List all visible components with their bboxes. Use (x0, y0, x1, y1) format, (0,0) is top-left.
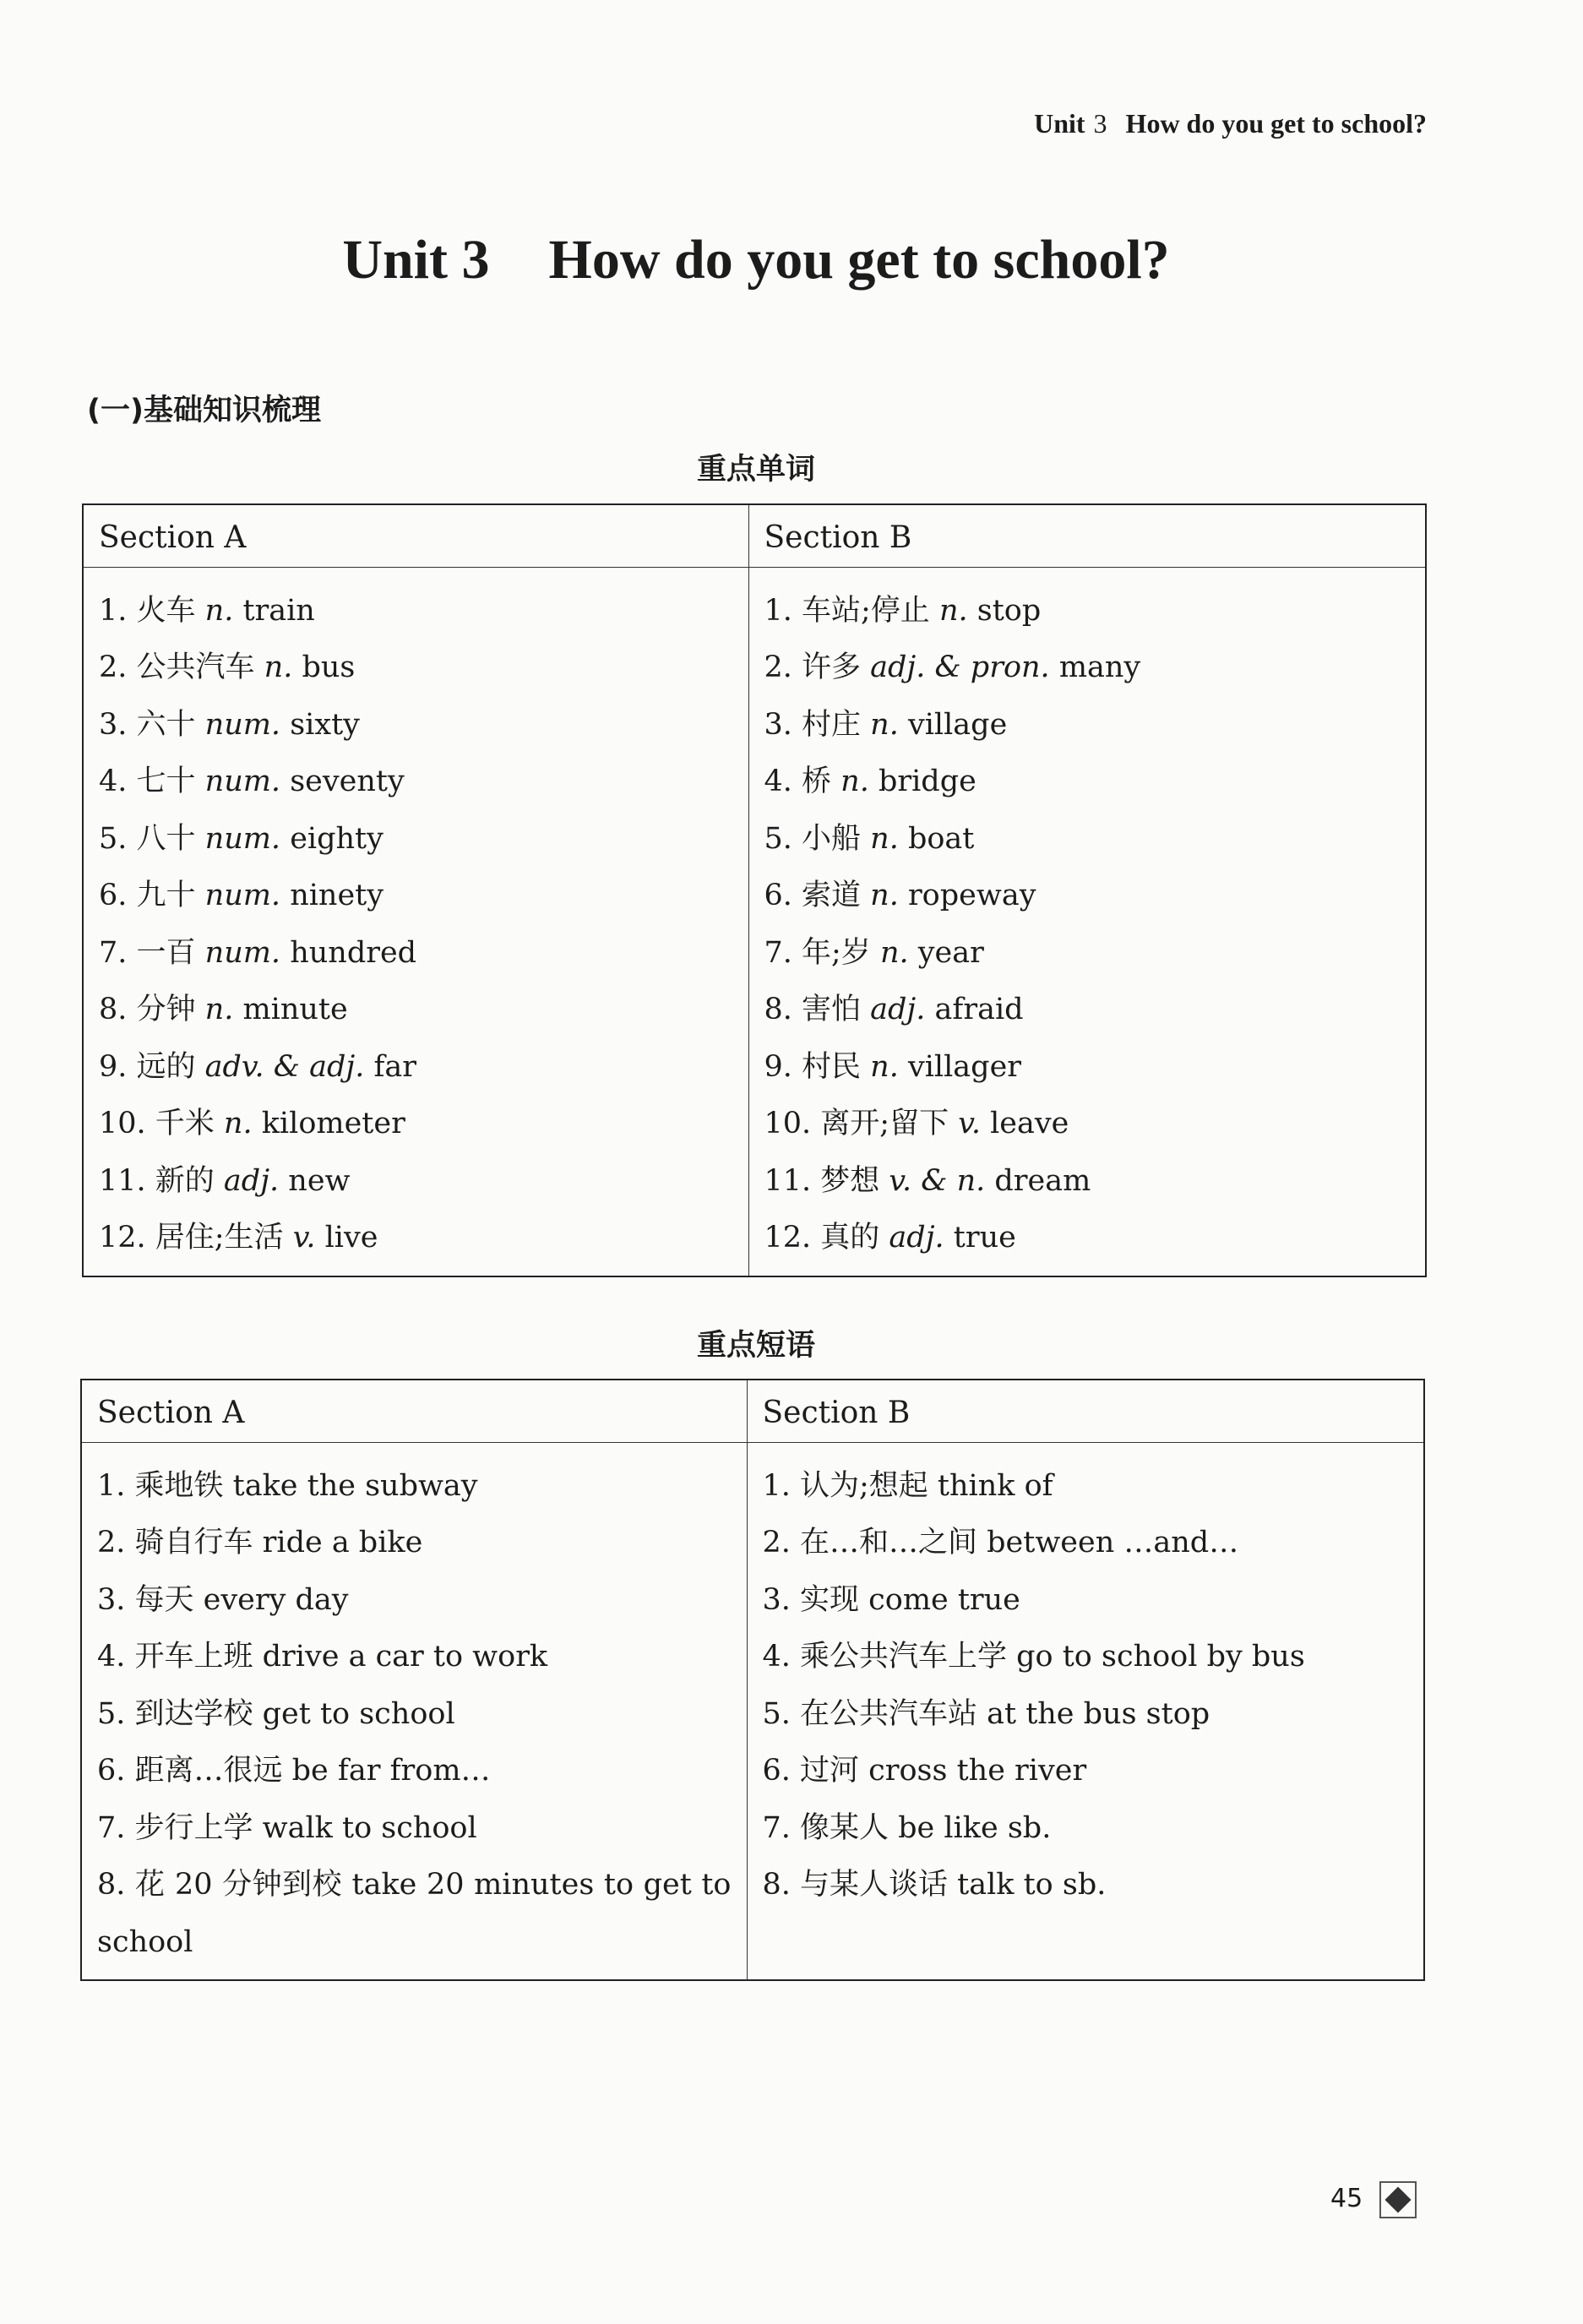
word-entry (764, 982, 1411, 1039)
word-en: eighty (280, 821, 384, 856)
word-en: bridge (868, 765, 976, 798)
words-table-title: 重点单词 (696, 453, 815, 487)
word-entry (764, 640, 1411, 697)
word-en: ropeway (898, 879, 1036, 912)
word-pos: v. (292, 1221, 316, 1255)
word-pos: num. (204, 935, 281, 970)
word-pos: num. (204, 765, 281, 798)
word-pos: n. (879, 935, 909, 970)
word-en: year (908, 935, 984, 970)
word-cn: 8. 分钟 (99, 993, 205, 1026)
word-entry (99, 925, 733, 982)
word-pos: n. (840, 765, 869, 798)
word-entry (764, 697, 1411, 754)
phrases-section-a-list (82, 1443, 747, 1980)
running-head-unit-number: 3 (1093, 108, 1107, 139)
phrase-entry: 3. 实现 come true (762, 1582, 1020, 1617)
page-number: 45 (1330, 2184, 1363, 2213)
word-cn: 2. 许多 (764, 650, 871, 684)
word-en: train (233, 593, 315, 628)
word-cn: 1. 车站;停止 (764, 593, 939, 628)
word-pos: v. (958, 1107, 981, 1140)
key-words-table (82, 503, 1427, 1277)
word-en: leave (980, 1107, 1069, 1140)
phrase-entry: 5. 在公共汽车站 at the bus stop (762, 1696, 1210, 1731)
word-en: new (279, 1163, 351, 1198)
word-pos: adj. (223, 1163, 280, 1198)
word-entry (99, 697, 733, 754)
word-cn: 5. 小船 (764, 821, 871, 856)
word-en: live (315, 1221, 378, 1255)
word-entry (764, 868, 1411, 925)
word-cn: 6. 九十 (99, 879, 205, 912)
phrase-entry: 6. 过河 cross the river (762, 1754, 1087, 1788)
words-section-b-header: Section B (748, 504, 1426, 567)
word-cn: 5. 八十 (99, 821, 205, 856)
word-en: hundred (280, 935, 417, 970)
diamond-icon (1379, 2181, 1417, 2218)
word-entry (99, 1210, 733, 1267)
section-heading: (一)基础知识梳理 (87, 394, 321, 427)
word-cn: 11. 梦想 (764, 1163, 889, 1198)
word-pos: n. (870, 1049, 899, 1084)
word-pos: adj. (889, 1221, 944, 1255)
word-entry (99, 583, 733, 640)
word-cn: 12. 居住;生活 (99, 1221, 293, 1255)
word-en: sixty (280, 707, 360, 742)
word-en: bus (292, 650, 356, 684)
phrase-entry: 4. 开车上班 drive a car to work (97, 1640, 548, 1674)
word-pos: adv. & adj. (204, 1049, 365, 1084)
word-cn: 12. 真的 (764, 1221, 889, 1255)
word-pos: num. (204, 821, 281, 856)
running-head-unit: Unit (1034, 108, 1085, 139)
word-pos: n. (870, 821, 899, 856)
word-cn: 9. 村民 (764, 1049, 871, 1084)
word-en: true (944, 1221, 1016, 1255)
unit-title-prefix: Unit 3 (342, 229, 490, 291)
word-cn: 2. 公共汽车 (99, 650, 264, 684)
word-en: ninety (280, 879, 384, 912)
phrase-entry: 5. 到达学校 get to school (97, 1696, 455, 1731)
word-pos: adj. (870, 993, 926, 1026)
key-phrases-table (80, 1379, 1425, 1981)
word-entry (764, 1096, 1411, 1153)
phrases-table-title: 重点短语 (696, 1329, 815, 1363)
word-cn: 9. 远的 (99, 1049, 205, 1084)
word-pos: n. (938, 593, 968, 628)
word-pos: n. (204, 993, 234, 1026)
word-cn: 1. 火车 (99, 593, 205, 628)
word-pos: n. (204, 593, 234, 628)
word-entry (764, 925, 1411, 982)
word-pos: adj. & pron. (870, 650, 1050, 684)
word-pos: num. (204, 879, 281, 912)
running-head-title: How do you get to school? (1125, 108, 1427, 139)
word-entry (99, 868, 733, 925)
word-pos: n. (870, 707, 899, 742)
word-entry (99, 1096, 733, 1153)
word-entry (764, 1039, 1411, 1097)
word-cn: 7. 一百 (99, 935, 205, 970)
phrase-entry: 7. 步行上学 walk to school (97, 1810, 477, 1845)
words-section-a-header: Section A (83, 504, 748, 567)
word-pos: v. & n. (889, 1163, 986, 1198)
word-cn: 11. 新的 (99, 1163, 224, 1198)
word-pos: n. (264, 650, 293, 684)
word-pos: num. (204, 707, 281, 742)
word-en: village (898, 707, 1008, 742)
phrase-entry: 3. 每天 every day (97, 1582, 349, 1617)
word-en: seventy (280, 765, 405, 798)
phrase-entry: 7. 像某人 be like sb. (762, 1810, 1052, 1845)
words-section-b-list (749, 568, 1426, 1276)
running-head (1034, 108, 1427, 139)
word-en: stop (967, 593, 1042, 628)
word-en: dream (985, 1163, 1091, 1198)
word-cn: 8. 害怕 (764, 993, 871, 1026)
word-pos: n. (870, 879, 899, 912)
word-entry (99, 754, 733, 811)
word-cn: 6. 索道 (764, 879, 871, 912)
word-entry (99, 811, 733, 868)
word-entry (764, 583, 1411, 640)
word-en: afraid (925, 993, 1024, 1026)
word-en: kilometer (252, 1107, 405, 1140)
word-entry (764, 1210, 1411, 1267)
phrases-section-b-header: Section B (747, 1380, 1424, 1442)
word-entry (99, 640, 733, 697)
word-en: minute (233, 993, 348, 1026)
word-cn: 4. 七十 (99, 765, 205, 798)
phrase-entry: 4. 乘公共汽车上学 go to school by bus (762, 1640, 1305, 1674)
word-en: far (364, 1049, 417, 1084)
word-entry (764, 811, 1411, 868)
phrase-entry: 2. 骑自行车 ride a bike (97, 1526, 423, 1559)
word-en: villager (898, 1049, 1022, 1084)
words-section-a-list (84, 568, 748, 1276)
word-entry (99, 1153, 733, 1211)
word-cn: 3. 六十 (99, 707, 205, 742)
word-entry (764, 754, 1411, 811)
word-entry (99, 1039, 733, 1097)
phrase-entry: 8. 花 20 分钟到校 take 20 minutes to get to school (97, 1868, 732, 1959)
unit-title (0, 228, 1512, 292)
word-entry (764, 1153, 1411, 1211)
word-cn: 10. 千米 (99, 1107, 224, 1140)
word-entry (99, 982, 733, 1039)
word-en: boat (898, 821, 975, 856)
word-cn: 7. 年;岁 (764, 935, 880, 970)
phrase-entry: 1. 认为;想起 think of (762, 1468, 1053, 1503)
phrases-section-a-header: Section A (81, 1380, 747, 1442)
unit-title-text: How do you get to school? (548, 229, 1170, 291)
phrase-entry: 8. 与某人谈话 talk to sb. (762, 1868, 1107, 1902)
word-en: many (1049, 650, 1141, 684)
phrase-entry: 2. 在…和…之间 between …and… (762, 1526, 1239, 1559)
phrase-entry: 1. 乘地铁 take the subway (97, 1468, 478, 1503)
word-cn: 10. 离开;留下 (764, 1107, 959, 1140)
phrases-section-b-list (748, 1443, 1424, 1923)
word-pos: n. (223, 1107, 253, 1140)
word-cn: 4. 桥 (764, 765, 841, 798)
word-cn: 3. 村庄 (764, 707, 871, 742)
phrase-entry: 6. 距离…很远 be far from… (97, 1754, 491, 1788)
